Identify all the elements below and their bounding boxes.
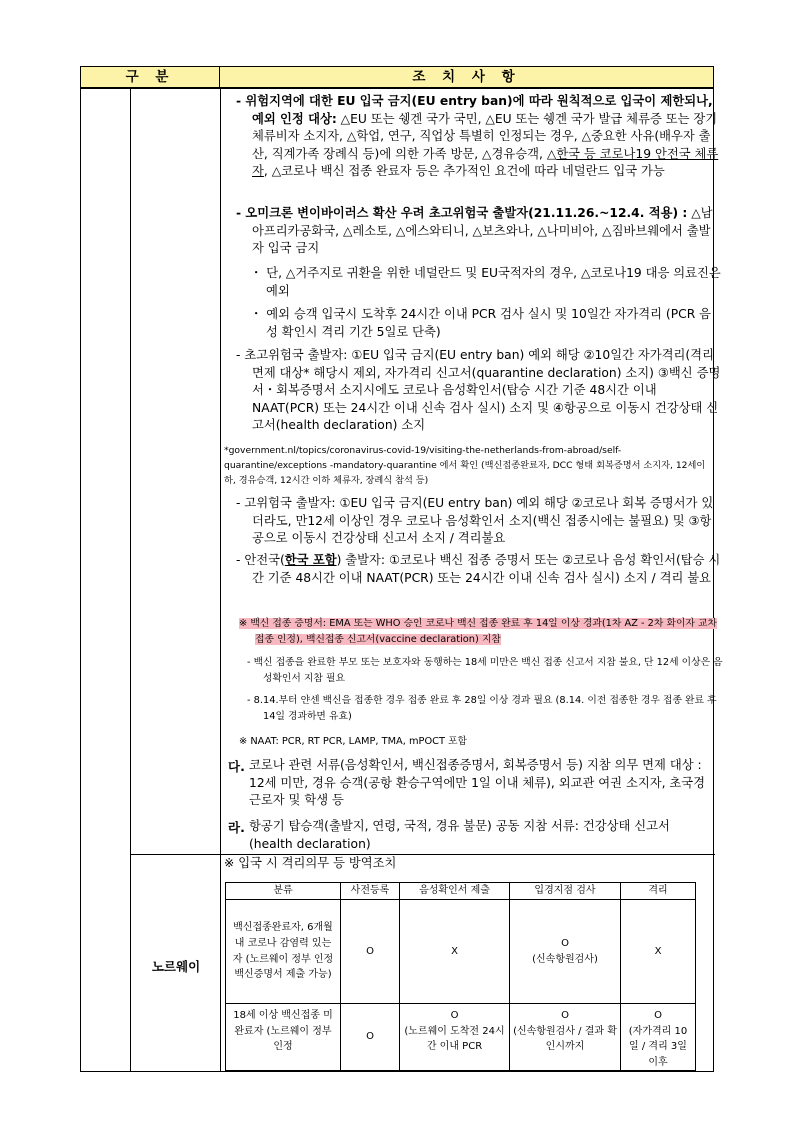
th-border-test: 입경지점 검사 bbox=[510, 883, 621, 900]
table-cell: O (신속항원검사) bbox=[510, 900, 621, 1004]
very-high-risk-paragraph: - 초고위험국 출발자: ①EU 입국 금지(EU entry ban) 예외 해당 ②10일간 자가격리(격리면제 대상* 해당시 제외, 자가격리 신고서(quarantine declaration) 소지) ③백신 증명서・회복증명서 소지시에도 코로나 음성확인서(탑승 시간 기준 48시간 이내 NAAT(PCR) 또는 24시간 이내 신속 검사 실시) 소지 및 ④항공으로 이동시 건강상태 신고서(health declaration) 소지 bbox=[236, 348, 721, 433]
footnote-exemptions: *government.nl/topics/coronavirus-covid-19/visiting-the-netherlands-from-abroad/self-quarantine/exceptions -mandatory-quarantine 에서 확인 (백신접종완료자, DCC 형태 회복증명서 소지자, 12세이하, 경유승객, 12시간 이하 체류자, 장례식 참석 등) bbox=[224, 445, 706, 486]
section-da-label: 다. bbox=[228, 759, 245, 774]
table-cell: O bbox=[341, 900, 400, 1004]
janssen-vaccine-note: - 8.14.부터 얀센 백신을 접종한 경우 접종 완료 후 28일 이상 경과 필요 (8.14. 이전 접종한 경우 접종 완료 후 14일 경과하면 유효) bbox=[247, 695, 717, 722]
th-negative-test: 음성확인서 제출 bbox=[400, 883, 510, 900]
section-ra-text: 항공기 탑승객(출발지, 연령, 국적, 경유 불문) 공동 지참 서류: 건강상태 신고서(health declaration) bbox=[249, 819, 670, 851]
header-category: 구 분 bbox=[81, 67, 220, 87]
norway-intro: ※ 입국 시 격리의무 등 방역조치 bbox=[224, 856, 397, 870]
table-cell: 18세 이상 백신접종 미완료자 (노르웨이 정부 인정 bbox=[226, 1004, 341, 1071]
table-header bbox=[81, 67, 713, 89]
safe-country-paragraph: - 안전국(한국 포함) 출발자: ①코로나 백신 접종 증명서 또는 ②코로나 음성 확인서(탑승 시간 기준 48시간 이내 NAAT(PCR) 또는 24시간 이내 신속 검사 실시) 소지 / 격리 불요 bbox=[236, 553, 721, 585]
section-da-text: 코로나 관련 서류(음성확인서, 백신접종증명서, 회복증명서 등) 지참 의무 면제 대상 : 12세 미만, 경유 승객(공항 환승구역에만 1일 이내 체류), 외교관 여권 소지자, 초국경 근로자 및 학생 등 bbox=[249, 758, 706, 808]
section-ra-label: 라. bbox=[228, 820, 245, 835]
th-quarantine: 격리 bbox=[621, 883, 696, 900]
norway-measures-table bbox=[225, 882, 696, 1071]
table-row bbox=[226, 1004, 696, 1071]
table-row bbox=[226, 900, 696, 1004]
korea-included-text: 한국 포함 bbox=[284, 553, 337, 567]
header-measures: 조 치 사 항 bbox=[412, 69, 521, 85]
th-preregistration: 사전등록 bbox=[341, 883, 400, 900]
norway-table-header-row bbox=[226, 883, 696, 900]
vaccine-certificate-note: ※ 백신 접종 증명서: EMA 또는 WHO 승인 코로나 백신 접종 완료 후 14일 이상 경과(1차 AZ - 2차 화이자 교차접종 인정), 백신접종 신고서(vaccine declaration) 지참 bbox=[239, 618, 717, 645]
omicron-paragraph: - 오미크론 변이바이러스 확산 우려 초고위험국 출발자(21.11.26.~12.4. 적용) : △남아프리카공화국, △레소토, △에스와티니, △보츠와나, △나미비아, △짐바브웨에서 출발자 입국 금지 bbox=[236, 206, 713, 256]
omicron-quarantine-item: ・ 예외 승객 입국시 도착후 24시간 이내 PCR 검사 실시 및 10일간 자가격리 (PCR 음성 확인시 격리 기간 5일로 단축) bbox=[250, 307, 712, 339]
korea-safe-country-text: 한국 등 코로나19 안전국 체류자 bbox=[252, 146, 719, 179]
table-cell: X bbox=[621, 900, 696, 1004]
naat-note: ※ NAAT: PCR, RT PCR, LAMP, TMA, mPOCT 포함 bbox=[239, 736, 468, 747]
eu-ban-paragraph: - 위험지역에 대한 EU 입국 금지(EU entry ban)에 따라 원칙적으로 입국이 제한되나, 예외 인정 대상: △EU 또는 쉥겐 국가 국민, △EU 또는 쉥겐 국가 발급 체류증 또는 장기체류비자 소지자, △학업, 연구, 직업상 특별히 인정되는 경우, △중요한 사유(배우자 출산, 직계가족 장례식 등)에 의한 가족 방문, △경유승객, △한국 등 코로나19 안전국 체류자, △코로나 백신 접종 완료자 등은 추가적인 요건에 따라 네덜란드 입국 가능 bbox=[236, 94, 719, 179]
th-category: 분류 bbox=[226, 883, 341, 900]
omicron-exception-item: ・ 단, △거주지로 귀환을 위한 네덜란드 및 EU국적자의 경우, △코로나19 대응 의료진은 예외 bbox=[250, 266, 721, 298]
table-cell: O (신속항원검사 / 결과 확인시까지 bbox=[510, 1004, 621, 1071]
measures-table bbox=[80, 66, 723, 1072]
country-norway: 노르웨이 bbox=[151, 959, 201, 974]
table-cell: O (노르웨이 도착전 24시간 이내 PCR bbox=[400, 1004, 510, 1071]
table-cell: X bbox=[400, 900, 510, 1004]
category-blank-column bbox=[81, 89, 131, 1071]
high-risk-paragraph: - 고위험국 출발자: ①EU 입국 금지(EU entry ban) 예외 해당 ②코로나 회복 증명서가 있더라도, 만12세 이상인 경우 코로나 음성확인서 소지(백신 접종시에는 불필요) 및 ③항공으로 이동시 건강상태 신고서 소지 / 격리불요 bbox=[236, 496, 714, 546]
table-cell: O bbox=[341, 1004, 400, 1071]
table-cell: O (자가격리 10일 / 격리 3일 이후 bbox=[621, 1004, 696, 1071]
table-cell: 백신접종완료자, 6개월 내 코로나 감염력 있는 자 (노르웨이 정부 인정 백신증명서 제출 가능) bbox=[226, 900, 341, 1004]
vaccine-minor-note: - 백신 접종을 완료한 부모 또는 보호자와 동행하는 18세 미만은 백신 접종 신고서 지참 불요, 단 12세 이상은 음성확인서 지참 필요 bbox=[247, 657, 723, 684]
